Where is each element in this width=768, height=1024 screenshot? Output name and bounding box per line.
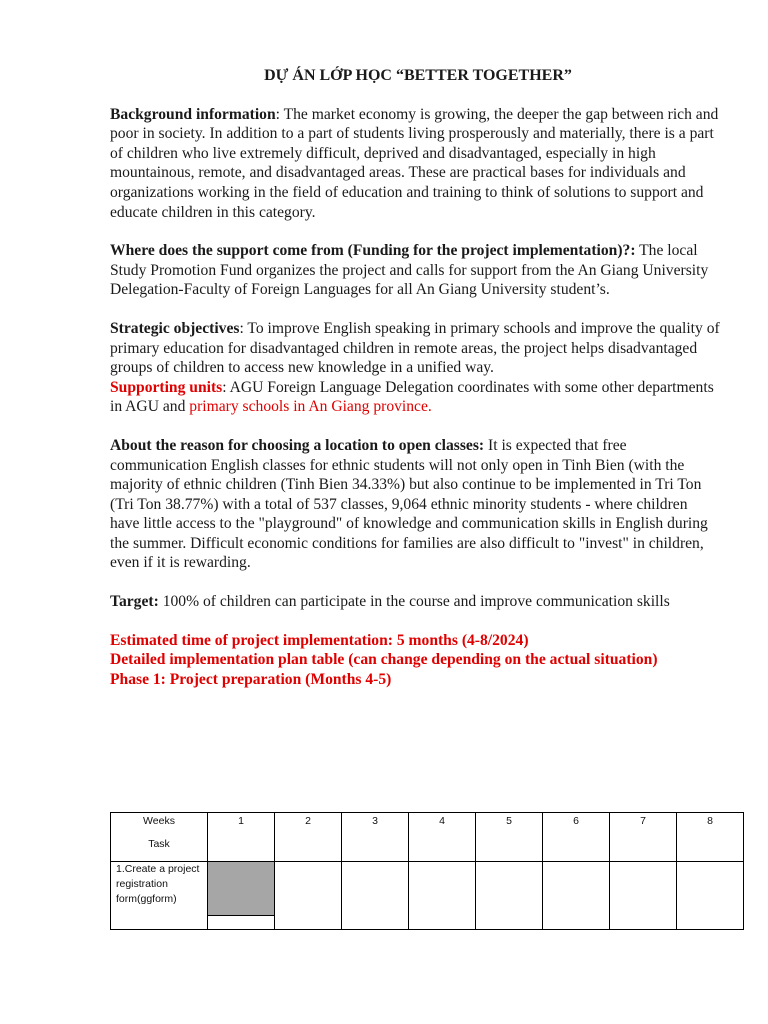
target-label: Target: (110, 593, 159, 611)
table-row (111, 862, 744, 930)
target-text: 100% of children can participate in the course and improve communication skills (158, 593, 670, 611)
page-title: DỰ ÁN LỚP HỌC “BETTER TOGETHER” (264, 67, 572, 84)
supporting-paragraph (110, 378, 720, 417)
week-cell (476, 862, 543, 930)
target-paragraph (110, 592, 720, 612)
funding-label: Where does the support come from (Funding for the project implementation)?: (110, 242, 636, 260)
week-cell (342, 862, 409, 930)
strategic-paragraph (110, 319, 720, 378)
supporting-text: : AGU Foreign Language Delegation coordinates with some other departments in AGU and (110, 378, 714, 416)
week-cell (409, 862, 476, 930)
location-text: It is expected that free communication English classes for ethnic students will not only open in Tinh Bien (with the majority of ethnic children (Tinh Bien 34.33%) but also continue to be implemented in Tri Ton (Tri Ton 38.77%) with a total of 537 classes, 9,064 ethnic minority students - where children have little access to the "playground" of knowledge and communication skills in English during the summer. Difficult economic conditions for families are also difficult to "invest" in children, even if it is rewarding. (110, 436, 708, 572)
weeks-task-header (111, 813, 208, 862)
supporting-highlight: primary schools in An Giang province. (189, 398, 432, 416)
funding-text: The local Study Promotion Fund organizes the project and calls for support from the An Giang University Delegation-Faculty of Foreign Languages for all An Giang University student’s. (110, 242, 709, 299)
table-header-row (111, 813, 744, 862)
week-header: 1 (208, 813, 275, 862)
task-name: 1.Create a project registration form(ggform) (111, 862, 208, 930)
weeks-label: Weeks (143, 815, 175, 827)
estimated-time-heading: Estimated time of project implementation: 5 months (4-8/2024) (110, 631, 529, 649)
background-paragraph (110, 105, 720, 223)
background-text: : The market economy is growing, the deeper the gap between rich and poor in society. In addition to a part of students living prosperously and materially, there is a part of children who live extremely difficult, deprived and disadvantaged, especially in high mountainous, remote, and disadvantaged areas. These are practical bases for individuals and organizations working in the field of education and training to think of solutions to support and educate children in this category. (110, 105, 719, 221)
week-header: 8 (677, 813, 744, 862)
week-cell (677, 862, 744, 930)
funding-paragraph (110, 241, 720, 300)
week-header: 4 (409, 813, 476, 862)
week-cell (275, 862, 342, 930)
week-header: 3 (342, 813, 409, 862)
week-header: 5 (476, 813, 543, 862)
supporting-label: Supporting units (110, 378, 223, 396)
task-label: Task (148, 838, 170, 850)
week-header: 7 (610, 813, 677, 862)
strategic-label: Strategic objectives (110, 319, 240, 337)
week-header: 2 (275, 813, 342, 862)
plan-heading: Detailed implementation plan table (can change depending on the actual situation) (110, 651, 658, 669)
location-paragraph (110, 436, 720, 573)
implementation-plan-table (110, 812, 744, 930)
background-label: Background information (110, 105, 276, 123)
location-label: About the reason for choosing a location to open classes: (110, 436, 485, 454)
strategic-text: : To improve English speaking in primary schools and improve the quality of primary education for disadvantaged children in remote areas, the project helps disadvantaged groups of children to access new knowledge in a unified way. (110, 319, 720, 377)
week-cell (208, 862, 275, 930)
week-header: 6 (543, 813, 610, 862)
document-page (110, 66, 720, 689)
scheduled-shade (208, 862, 274, 916)
week-cell (610, 862, 677, 930)
week-cell (543, 862, 610, 930)
phase1-heading: Phase 1: Project preparation (Months 4-5) (110, 670, 392, 688)
